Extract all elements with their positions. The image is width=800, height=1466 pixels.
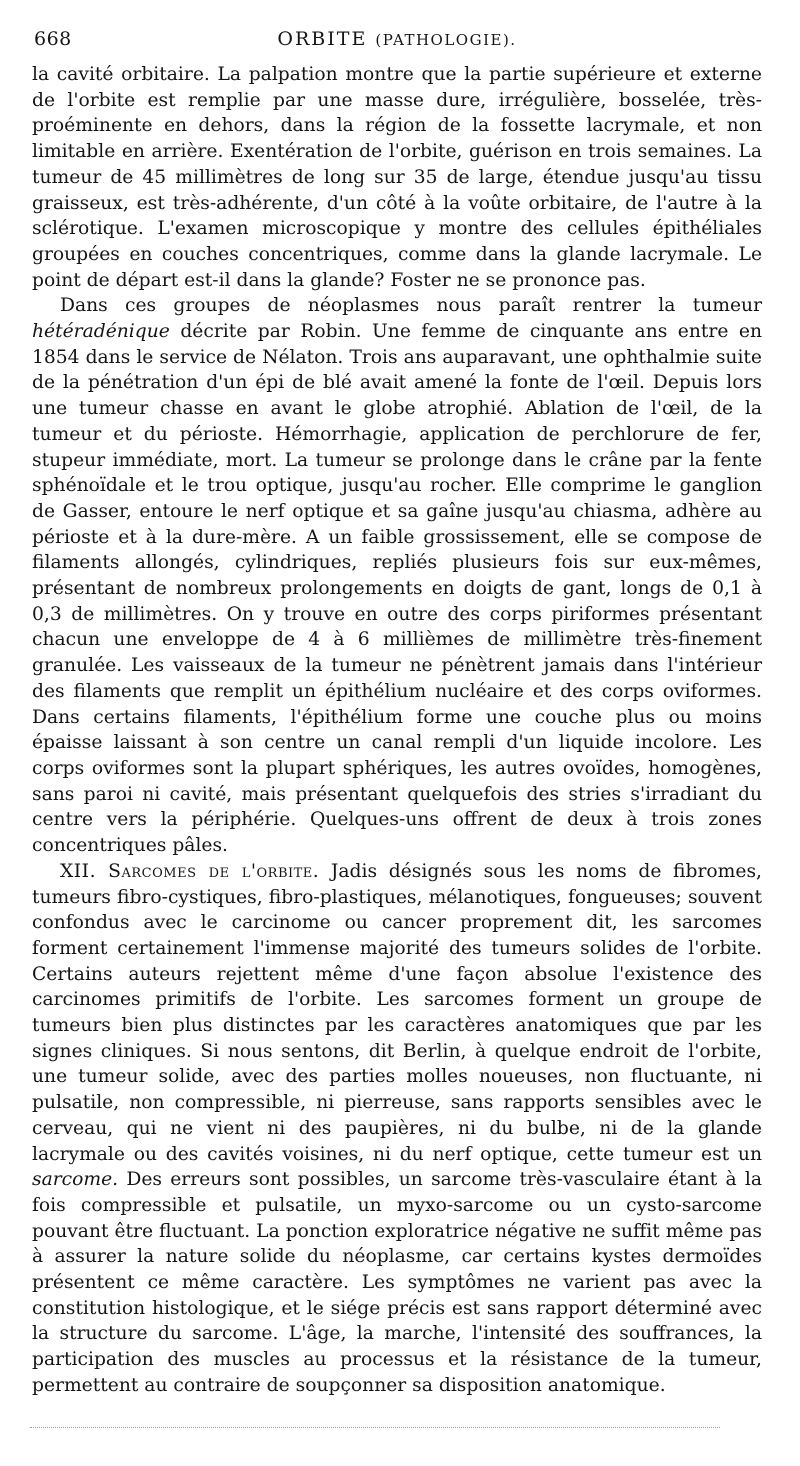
book-page [32, 28, 762, 1399]
paragraph-case-foster: la cavité orbitaire. La palpation montre que la partie supérieure et externe de l'orbite est remplie par une masse dure, irrégulière, bosselée, très-proéminente en dehors, dans la région de la fossette lacrymale, et non limitable en arrière. Exentération de l'orbite, guérison en trois semaines. La tumeur de 45 millimètres de long sur 35 de large, étendue jusqu'au tissu graisseux, est très-adhérente, d'un côté à la voûte orbitaire, de l'autre à la sclérotique. L'examen microscopique y montre des cellules épithéliales groupées en couches concentriques, comme dans la glande lacrymale. Le point de départ est-il dans la glande? Foster ne se prononce pas. [32, 64, 762, 291]
paragraph-text: décrite par Robin. Une femme de cinquante ans entre en 1854 dans le service de Nélaton. Trois ans auparavant, une ophthalmie suite de la pénétration d'un épi de blé avait amené la fonte de l'œil. Depuis lors une tumeur chasse en avant le globe atrophié. Ablation de l'œil, de la tumeur et du périoste. Hémorrhagie, application de perchlorure de fer, stupeur immédiate, mort. La tumeur se prolonge dans le crâne par la fente sphénoïdale et le trou optique, jusqu'au rocher. Elle comprime le ganglion de Gasser, entoure le nerf optique et sa gaîne jusqu'au chiasma, adhère au périoste et à la dure-mère. A un faible grossissement, elle se compose de filaments allongés, cylindriques, repliés plusieurs fois sur eux-mêmes, présentant de nombreux prolongements en doigts de gant, longs de 0,1 à 0,3 de millimètres. On y trouve en outre des corps piriformes présentant chacun une enveloppe de 4 à 6 millièmes de millimètre très-finement granulée. Les vaisseaux de la tumeur ne pénètrent jamais dans l'intérieur des filaments que remplit un épithélium nucléaire et des corps oviformes. Dans certains filaments, l'épithélium forme une couche plus ou moins épaisse laissant à son centre un canal rempli d'un liquide incolore. Les corps oviformes sont la plupart sphériques, les autres ovoïdes, homogènes, sans paroi ni cavité, mais présentant quelquefois des stries s'irradiant du centre vers la périphérie. Quelques-uns offrent de deux à trois zones concentriques pâles. [32, 321, 762, 857]
paragraph-text: Jadis désignés sous les noms de fibromes, tumeurs fibro-cystiques, fibro-plastiques, mélanotiques, fongueuses; souvent confondus avec le carcinome ou cancer proprement dit, les sarcomes forment certainement l'immense majorité des tumeurs solides de l'orbite. Certains auteurs rejettent même d'une façon absolue l'existence des carcinomes primitifs de l'orbite. Les sarcomes forment un groupe de tumeurs bien plus distinctes par les caractères anatomiques que par les signes cliniques. Si nous sentons, dit Berlin, à quelque endroit de l'orbite, une tumeur solide, avec des parties molles noueuses, non fluctuante, ni pulsatile, non compressible, ni pierreuse, sans rapports sensibles avec le cerveau, qui ne vient ni des paupières, ni du bulbe, ni de la glande lacrymale ou des cavités voisines, ni du nerf optique, cette tumeur est un [32, 860, 762, 1165]
paragraph-text: Dans ces groupes de néoplasmes nous paraît rentrer la tumeur [60, 295, 762, 317]
section-heading: XII. Sarcomes de l'orbite. [60, 860, 320, 882]
running-header [32, 28, 762, 62]
footer-rule [30, 1427, 720, 1428]
running-title-subtitle: (PATHOLOGIE). [375, 31, 517, 49]
italic-term: sarcome. [32, 1169, 119, 1191]
page-number: 668 [34, 28, 72, 50]
running-title-main: ORBITE [277, 28, 368, 50]
italic-term: hétéradénique [32, 321, 170, 343]
paragraph-sarcomas [32, 859, 762, 1399]
paragraph-heteradenic-tumor [32, 293, 762, 858]
paragraph-text: Des erreurs sont possibles, un sarcome très-vasculaire étant à la fois compressible et pulsatile, un myxo-sarcome ou un cysto-sarcome pouvant être fluctuant. La ponction exploratrice négative ne suffit même pas à assurer la nature solide du néoplasme, car certains kystes dermoïdes présentent ce même caractère. Les symptômes ne varient pas avec la constitution histologique, et le siége précis est sans rapport déterminé avec la structure du sarcome. L'âge, la marche, l'intensité des souffrances, la participation des muscles au processus et la résistance de la tumeur, permettent au contraire de soupçonner sa disposition anatomique. [32, 1169, 762, 1396]
running-title [32, 28, 762, 50]
